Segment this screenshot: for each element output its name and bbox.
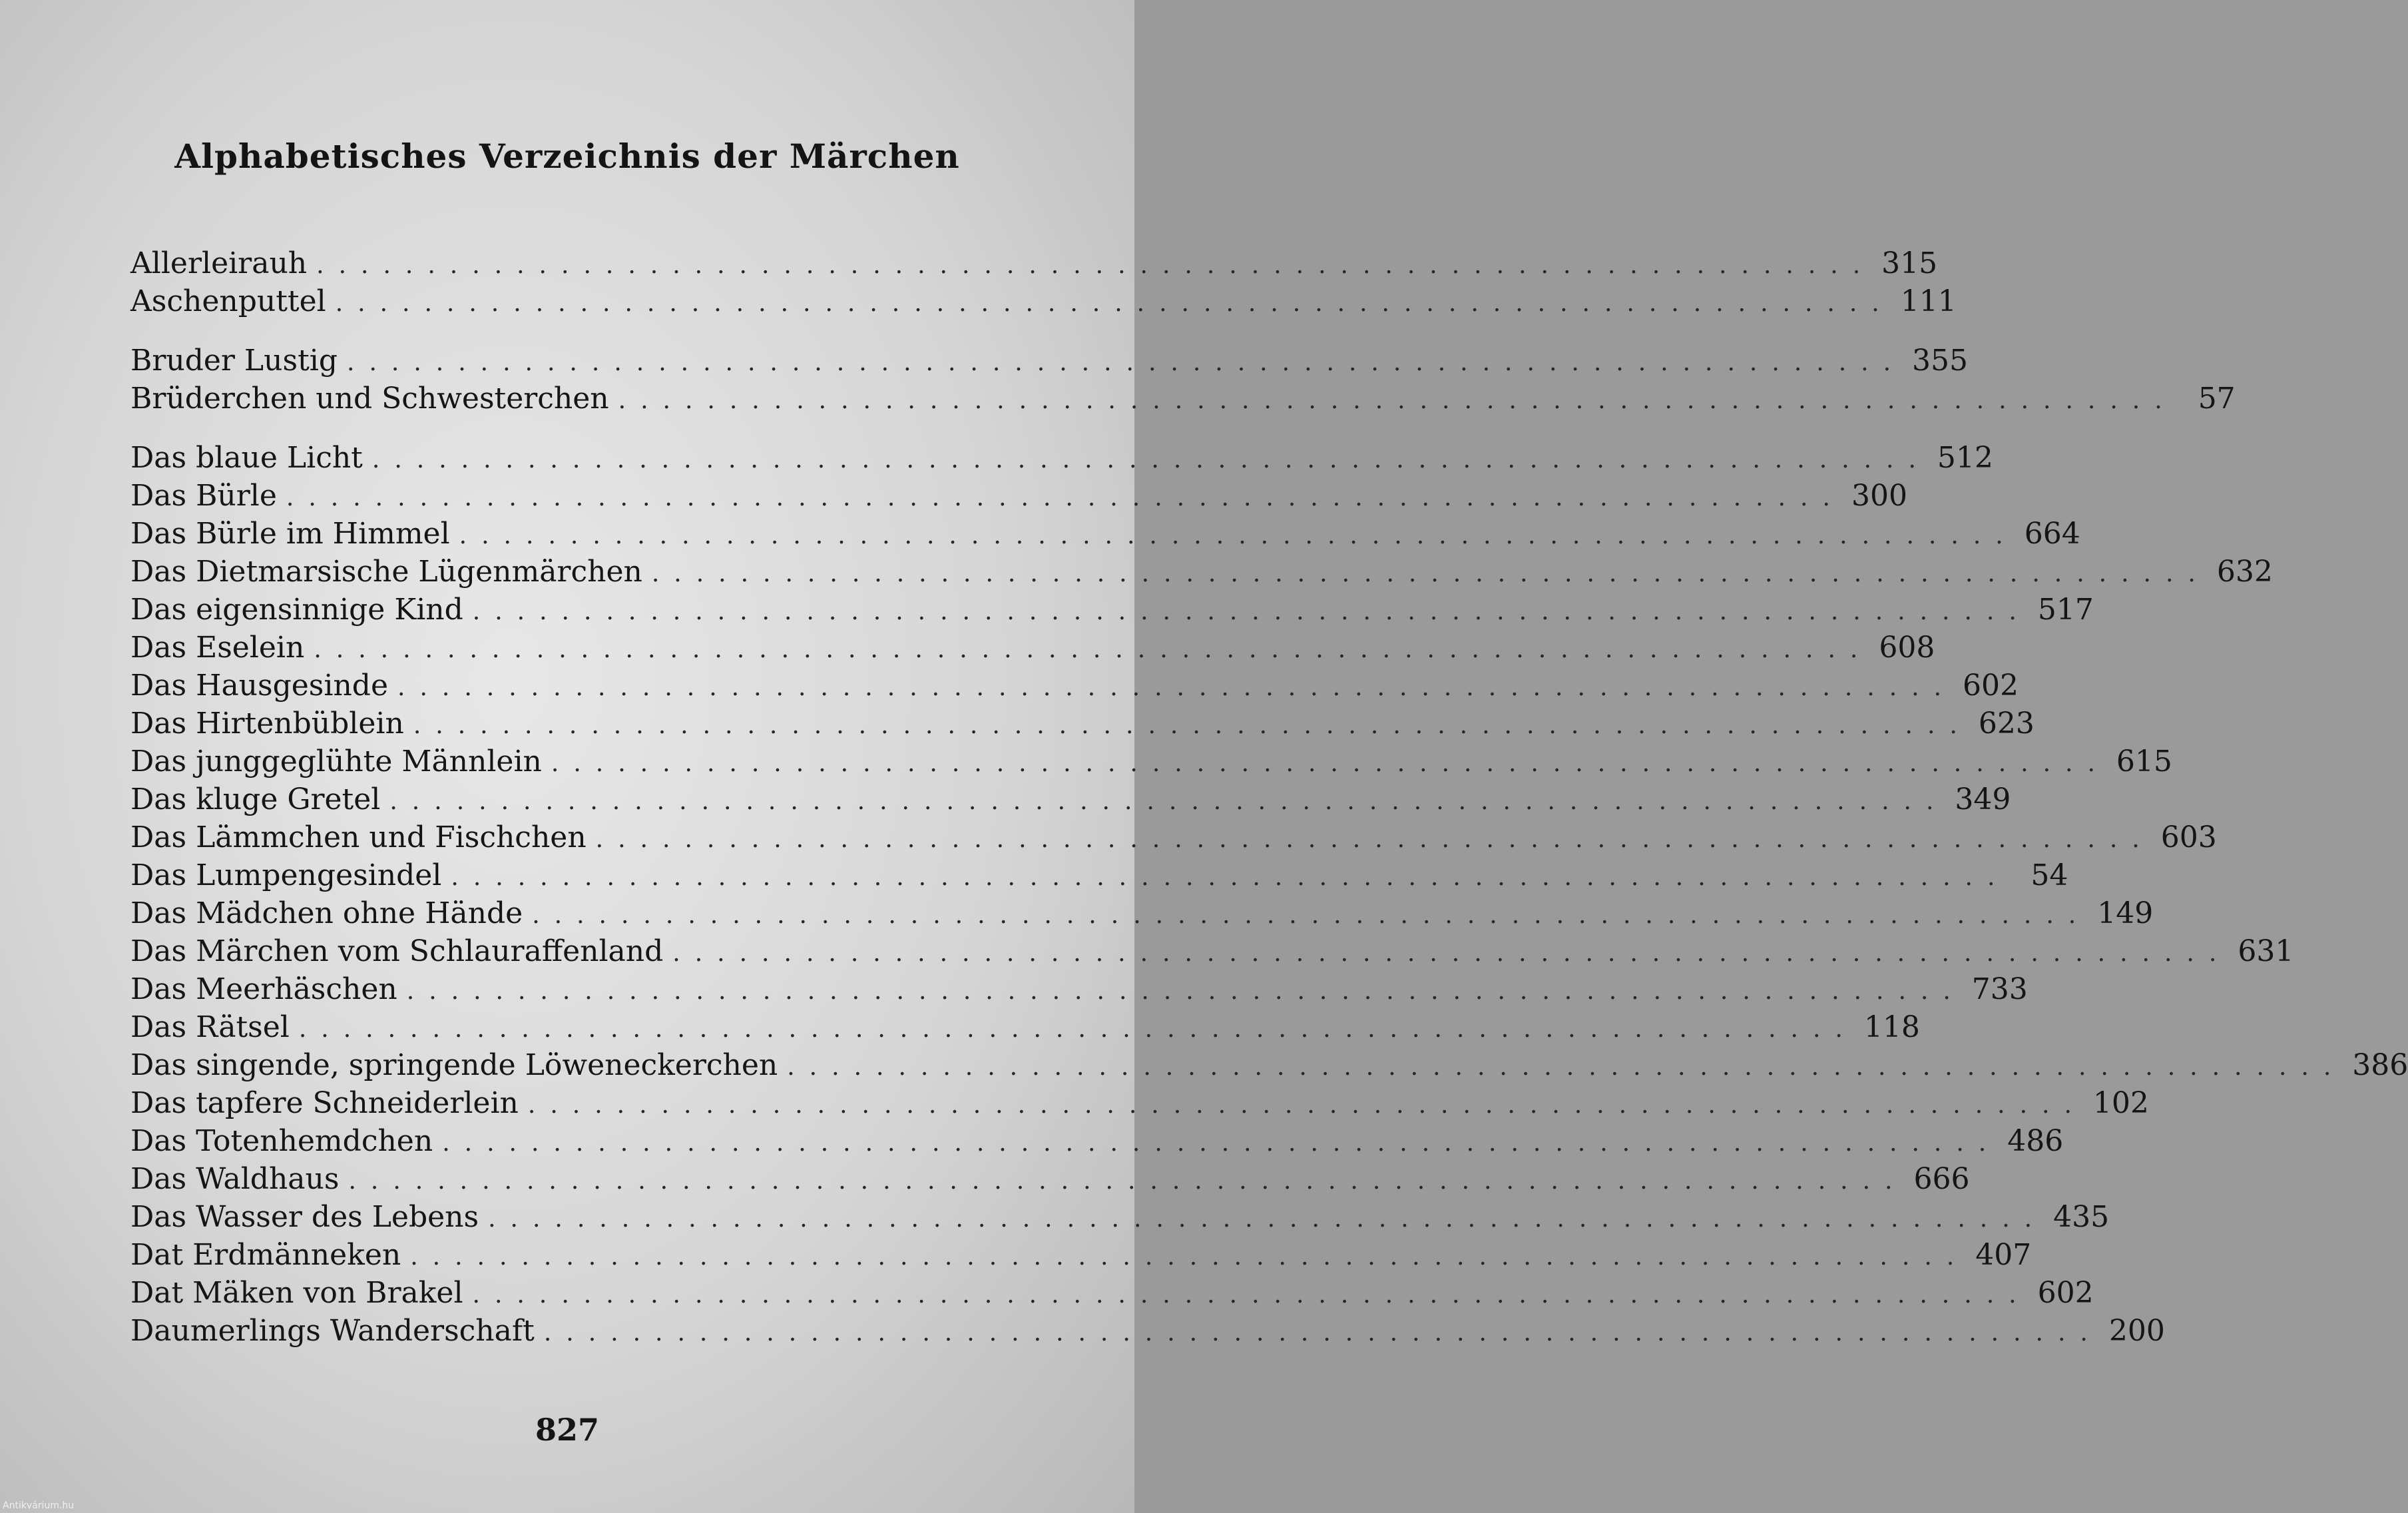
entry-page: 666 [1913, 1162, 1970, 1196]
toc-entry [130, 246, 1938, 284]
entry-title: Das kluge Gretel [130, 782, 381, 816]
entry-page: 631 [2238, 934, 2294, 968]
entry-title: Brüderchen und Schwesterchen [130, 382, 609, 416]
dot-leader: ...................................................................... [406, 978, 1965, 1005]
dot-leader: ...................................................................... [442, 1129, 2001, 1157]
entry-page: 603 [2160, 820, 2217, 854]
entry-title: Daumerlings Wanderschaft [130, 1314, 535, 1348]
toc-entry [130, 707, 2035, 745]
dot-leader: ...................................................................... [335, 290, 1894, 317]
entry-title: Das Dietmarsische Lügenmärchen [130, 555, 642, 589]
dot-leader: ...................................................................... [618, 387, 2177, 414]
dot-leader: ...................................................................... [451, 864, 2010, 891]
dot-leader: ...................................................................... [316, 252, 1875, 279]
toc-entry [130, 479, 1907, 517]
entry-title: Dat Mäken von Brakel [130, 1276, 463, 1310]
toc-entry [130, 1238, 2032, 1276]
toc-entry [130, 1010, 1920, 1048]
entry-page: 608 [1879, 631, 1935, 665]
entry-page: 300 [1851, 479, 1907, 513]
dot-leader: ...................................................................... [389, 788, 1949, 815]
entry-title: Bruder Lustig [130, 344, 338, 378]
entry-title: Das Totenhemdchen [130, 1124, 433, 1158]
dot-leader: ...................................................................... [595, 826, 2154, 853]
entry-page: 486 [2007, 1124, 2064, 1158]
entry-title: Das Lumpengesindel [130, 858, 442, 892]
page-title: Alphabetisches Verzeichnis der Märchen [174, 137, 960, 176]
dot-leader: ...................................................................... [472, 598, 2031, 625]
toc-entry [130, 555, 2273, 593]
toc-entry [130, 1200, 2110, 1238]
toc-entry [130, 934, 2294, 972]
dot-leader: ...................................................................... [314, 636, 1873, 663]
entry-page: 512 [1937, 441, 1993, 475]
entry-page: 435 [2053, 1200, 2110, 1234]
entry-page: 623 [1978, 707, 2035, 741]
entry-title: Das Lämmchen und Fischchen [130, 820, 587, 854]
entry-page: 118 [1863, 1010, 1920, 1044]
entry-title: Das Meerhäschen [130, 972, 397, 1006]
entry-title: Das Rätsel [130, 1010, 290, 1044]
entry-page: 349 [1955, 782, 2011, 816]
dot-leader: ...................................................................... [459, 522, 2018, 549]
dot-leader: ...................................................................... [543, 1319, 2102, 1347]
dot-leader: ...................................................................... [672, 940, 2232, 967]
entry-title: Das Märchen vom Schlauraffenland [130, 934, 664, 968]
entry-title: Das blaue Licht [130, 441, 363, 475]
toc-entry [130, 284, 1957, 322]
entry-title: Das Eselein [130, 631, 305, 665]
toc-entry [130, 972, 2028, 1010]
toc-entry [130, 1048, 2408, 1086]
entry-title: Das singende, springende Löweneckerchen [130, 1048, 778, 1082]
dot-leader: ...................................................................... [413, 712, 1972, 739]
entry-title: Das Hirtenbüblein [130, 707, 404, 741]
entry-page: 386 [2352, 1048, 2408, 1082]
entry-title: Das tapfere Schneiderlein [130, 1086, 519, 1120]
toc-entry [130, 858, 2068, 896]
toc-entry [130, 593, 2094, 631]
entry-title: Aschenputtel [130, 284, 326, 318]
dot-leader: ...................................................................... [348, 1167, 1907, 1195]
entry-title: Allerleirauh [130, 246, 308, 280]
dot-leader: ...................................................................... [298, 1016, 1857, 1043]
entry-page: 407 [1975, 1238, 2032, 1272]
dot-leader: ...................................................................... [787, 1054, 2346, 1081]
toc-entry [130, 441, 1993, 479]
dot-leader: ...................................................................... [651, 560, 2210, 587]
dot-leader: ...................................................................... [371, 446, 1931, 473]
toc-entry [130, 669, 2019, 707]
toc-entry [130, 382, 2236, 420]
entry-title: Das Bürle [130, 479, 277, 513]
entry-title: Das junggeglühte Männlein [130, 745, 542, 778]
toc-entry [130, 1314, 2165, 1352]
dot-leader: ...................................................................... [527, 1091, 2086, 1119]
entry-page: 632 [2216, 555, 2273, 589]
entry-page: 149 [2097, 896, 2154, 930]
entry-title: Das Wasser des Lebens [130, 1200, 479, 1234]
toc-entry [130, 1086, 2149, 1124]
watermark: Antikvárium.hu [3, 1500, 75, 1511]
entry-page: 355 [1912, 344, 1969, 378]
entry-page: 102 [2092, 1086, 2149, 1120]
toc-entry [130, 896, 2154, 934]
entry-title: Das Hausgesinde [130, 669, 388, 703]
toc-entry [130, 517, 2080, 555]
toc-entry [130, 344, 1969, 382]
entry-page: 517 [2037, 593, 2094, 627]
entry-page: 57 [2198, 382, 2236, 416]
entry-page: 602 [2037, 1276, 2094, 1310]
dot-leader: ...................................................................... [410, 1243, 1969, 1271]
entry-page: 315 [1881, 246, 1938, 280]
toc-entry [130, 1124, 2064, 1162]
dot-leader: ...................................................................... [488, 1205, 2047, 1233]
entry-page: 615 [2116, 745, 2172, 778]
dot-leader: ...................................................................... [397, 674, 1957, 701]
entry-title: Das Mädchen ohne Hände [130, 896, 523, 930]
entry-page: 200 [2108, 1314, 2165, 1348]
dot-leader: ...................................................................... [532, 902, 2091, 929]
toc-entry [130, 820, 2217, 858]
entry-page: 111 [1900, 284, 1957, 318]
dot-leader: ...................................................................... [286, 484, 1845, 511]
toc-list [130, 246, 2408, 1352]
entry-title: Das Waldhaus [130, 1162, 340, 1196]
entry-title: Das Bürle im Himmel [130, 517, 450, 551]
entry-title: Dat Erdmänneken [130, 1238, 401, 1272]
toc-entry [130, 631, 1935, 669]
toc-entry [130, 1162, 1970, 1200]
entry-title: Das eigensinnige Kind [130, 593, 463, 627]
toc-entry [130, 1276, 2094, 1314]
dot-leader: ...................................................................... [472, 1281, 2031, 1309]
entry-page: 602 [1963, 669, 2019, 703]
entry-page: 54 [2031, 858, 2068, 892]
entry-page: 733 [1971, 972, 2028, 1006]
dot-leader: ...................................................................... [551, 750, 2110, 777]
toc-entry [130, 782, 2011, 820]
dot-leader: ...................................................................... [347, 349, 1906, 376]
page-number: 827 [535, 1412, 600, 1448]
toc-entry [130, 745, 2172, 782]
entry-page: 664 [2024, 517, 2080, 551]
